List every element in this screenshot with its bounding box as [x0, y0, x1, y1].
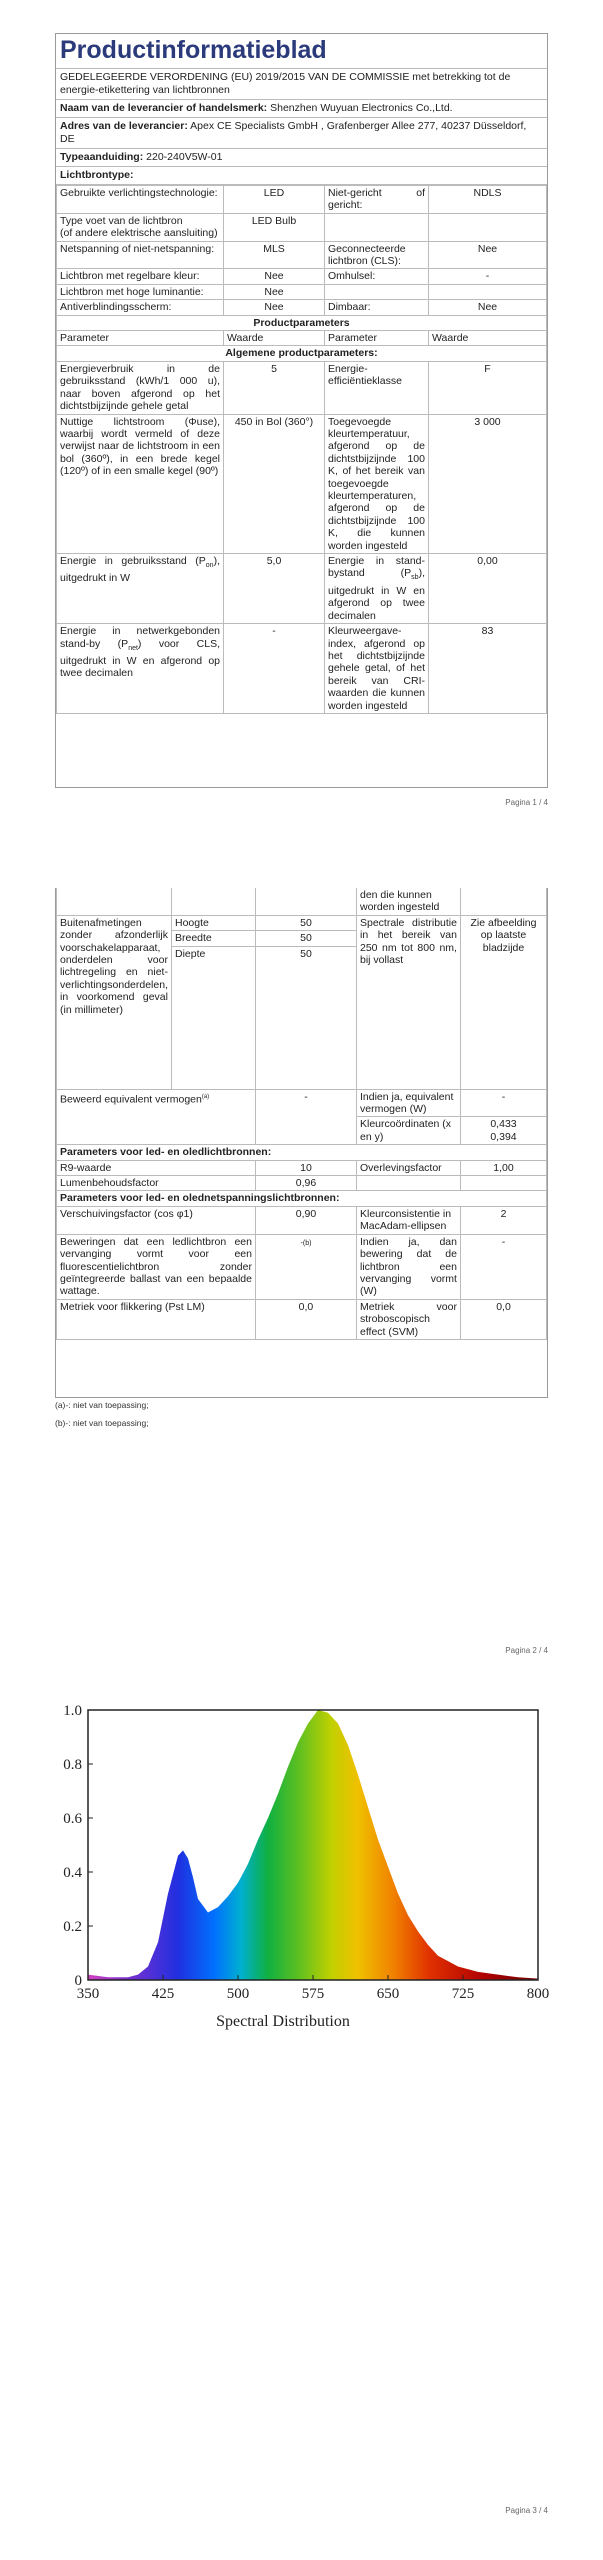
dimensions-table	[56, 888, 547, 1340]
cell: 50	[255, 931, 356, 946]
cell: Omhulsel:	[325, 269, 429, 284]
cell: -	[429, 269, 547, 284]
cell: 2	[460, 1206, 546, 1234]
cell	[57, 213, 224, 241]
cell: 3 000	[429, 414, 547, 553]
cell: Kleurcoördinaten (x en y)	[356, 1117, 460, 1145]
cell	[325, 284, 429, 299]
cell-text: -(b)	[300, 1239, 312, 1247]
supplier-name-row	[56, 100, 547, 118]
cell: 0,00	[429, 553, 547, 623]
cell: Buitenafmetingen zonder afzonderlijk voorschakelapparaat, onderdelen voor lichtregeling en niet-verlichtingsonderdelen, in voorkomend geval (in millimeter)	[57, 915, 172, 1089]
cell: 0,0	[460, 1299, 546, 1339]
light-type-heading: Lichtbrontype:	[56, 167, 547, 185]
cell: MLS	[224, 241, 325, 269]
footnote-a: (a)-: niet van toepassing;	[55, 1400, 149, 1410]
cell: Breedte	[171, 931, 255, 946]
supplier-name: Shenzhen Wuyuan Electronics Co.,Ltd.	[270, 102, 453, 114]
y-tick-label: 0.6	[63, 1811, 82, 1827]
spectrum-area	[88, 1710, 538, 1980]
x-tick-label: 500	[226, 1986, 250, 2002]
cell: LED	[224, 186, 325, 214]
cell-text: Type voet van de lichtbron	[60, 214, 183, 227]
table-header-row	[57, 331, 547, 346]
cell: 83	[429, 624, 547, 714]
table-row	[57, 186, 547, 214]
y-tick-label: 0.8	[63, 1757, 82, 1773]
cell: Nee	[429, 241, 547, 269]
cell: Lumenbehoudsfactor	[57, 1176, 256, 1191]
cell: 50	[255, 946, 356, 1089]
cell: 0,90	[255, 1206, 356, 1234]
cell: Nee	[429, 300, 547, 315]
x-tick-label: 350	[76, 1986, 100, 2002]
cell	[171, 888, 255, 915]
cell	[429, 284, 547, 299]
supplier-address-label: Adres van de leverancier:	[60, 120, 188, 132]
cell: Energieverbruik in de gebruiksstand (kWh/1 000 u), naar boven afgerond op het dichtstbijzijnde gehele getal	[57, 361, 224, 414]
cell: 10	[255, 1160, 356, 1175]
cell: Spectrale distributie in het bereik van 250 nm tot 800 nm, bij vollast	[356, 915, 460, 1089]
cell: Nuttige lichtstroom (Φuse), waarbij wordt vermeld of deze verwijst naar de lichtstroom in een bol (360º), in een brede kegel (120º) of in een smalle kegel (90º)	[57, 414, 224, 553]
table-row	[57, 300, 547, 315]
table-row	[57, 346, 547, 361]
cell: 0,96	[255, 1176, 356, 1191]
cell	[57, 1089, 256, 1145]
cell: Nee	[224, 284, 325, 299]
table-row	[57, 1176, 547, 1191]
cell	[325, 213, 429, 241]
cell: NDLS	[429, 186, 547, 214]
x-tick-label: 575	[301, 1986, 325, 2002]
cell: Lichtbron met hoge luminantie:	[57, 284, 224, 299]
cell: 5,0	[224, 553, 325, 623]
cell: Antiverblindingsscherm:	[57, 300, 224, 315]
cell: Energie in gebruiksstand $(P_{on})$, uitgedrukt in W	[57, 553, 224, 623]
table-row	[57, 1089, 547, 1117]
cell: Energie in stand-bystand $(P_{sb})$, uitgedrukt in W en afgerond op twee decimalen	[325, 553, 429, 623]
supplier-address: Apex CE Specialists GmbH , Grafenberger Allee 277, 40237 Düsseldorf, DE	[60, 120, 527, 145]
cell: -	[460, 1089, 546, 1117]
cell: Energie-efficiëntieklasse	[325, 361, 429, 414]
cell	[255, 1234, 356, 1299]
cell: Hoogte	[171, 915, 255, 930]
cell: Lichtbron met regelbare kleur:	[57, 269, 224, 284]
cell	[460, 1176, 546, 1191]
y-tick-label: 1.0	[63, 1703, 82, 1719]
cell: Kleurweergave-index, afgerond op het dichtstbijzijnde gehele getal, of het bereik van CRI-waarden die kunnen worden ingesteld	[325, 624, 429, 714]
table-row	[57, 284, 547, 299]
regulation-text: GEDELEGEERDE VERORDENING (EU) 2019/2015 VAN DE COMMISSIE met betrekking tot de energie-etikettering van lichtbronnen	[56, 69, 547, 100]
cell: Energie in netwerkgebonden stand-by $(P_{net})$ voor CLS, uitgedrukt in W en afgerond op twee decimalen	[57, 624, 224, 714]
table-row	[57, 1191, 547, 1206]
y-tick-label: 0.2	[63, 1919, 82, 1935]
cell: Toegevoegde kleurtemperatuur, afgerond op de dichtstbijzijnde 100 K, of het bereik van toegevoegde kleurtemperaturen, afgerond op de dichtstbijzijnde 100 K, die kunnen worden ingesteld	[325, 414, 429, 553]
cell: LED Bulb	[224, 213, 325, 241]
column-header: Parameter	[57, 331, 224, 346]
table-row	[57, 315, 547, 330]
cell	[356, 1176, 460, 1191]
cell-text: 0,433	[490, 1118, 517, 1131]
table-row	[57, 241, 547, 269]
cell: Gebruikte verlichtingstechnologie:	[57, 186, 224, 214]
cell: Indien ja, dan bewering dat de lichtbron een vervanging vormt (W)	[356, 1234, 460, 1299]
section-heading: Productparameters	[57, 315, 547, 330]
cell: Dimbaar:	[325, 300, 429, 315]
x-axis-label: Spectral Distribution	[216, 2013, 350, 2030]
table-row	[57, 1145, 547, 1160]
x-tick-label: 725	[451, 1986, 475, 2002]
cell: Overlevingsfactor	[356, 1160, 460, 1175]
cell	[460, 1117, 546, 1145]
column-header: Waarde	[224, 331, 325, 346]
column-header: Waarde	[429, 331, 547, 346]
cell	[57, 888, 172, 915]
cell: 0,0	[255, 1299, 356, 1339]
cell: Beweringen dat een ledlichtbron een vervanging vormt voor een fluorescentielichtbron zonder geïntegreerde ballast van een bepaalde wattage.	[57, 1234, 256, 1299]
section-heading: Parameters voor led- en oledlichtbronnen:	[57, 1145, 547, 1160]
spectral-chart	[0, 1700, 603, 2040]
table-row	[57, 624, 547, 714]
section-heading: Parameters voor led- en olednetspanningslichtbronnen:	[57, 1191, 547, 1206]
cell-text: (of andere elektrische aansluiting)	[60, 227, 218, 240]
page-number: Pagina 1 / 4	[505, 798, 548, 807]
section-heading: Algemene productparameters:	[57, 346, 547, 361]
light-type-table	[56, 185, 547, 714]
model-row	[56, 149, 547, 167]
page2-sheet	[55, 888, 548, 1398]
cell: -	[460, 1234, 546, 1299]
cell: Indien ja, equivalent vermogen (W)	[356, 1089, 460, 1117]
cell: R9-waarde	[57, 1160, 256, 1175]
y-tick-label: 0	[74, 1973, 82, 1989]
cell: F	[429, 361, 547, 414]
table-row	[57, 361, 547, 414]
cell	[429, 213, 547, 241]
cell: -	[224, 624, 325, 714]
cell: Zie afbeelding op laatste bladzijde	[460, 915, 546, 1089]
cell: Niet-gericht of gericht:	[325, 186, 429, 214]
cell-text: Beweerd equivalent vermogen	[60, 1093, 202, 1106]
cell: Nee	[224, 300, 325, 315]
cell: -	[255, 1089, 356, 1145]
column-header: Parameter	[325, 331, 429, 346]
cell: 50	[255, 915, 356, 930]
table-row	[57, 1206, 547, 1234]
cell: Kleurconsistentie in MacAdam-ellipsen	[356, 1206, 460, 1234]
cell: Netspanning of niet-netspanning:	[57, 241, 224, 269]
cell: Verschuivingsfactor (cos φ1)	[57, 1206, 256, 1234]
supplier-address-row	[56, 118, 547, 149]
page-number: Pagina 3 / 4	[505, 2506, 548, 2515]
x-tick-label: 425	[151, 1986, 175, 2002]
table-row	[57, 414, 547, 553]
cell: 450 in Bol (360°)	[224, 414, 325, 553]
page1-sheet	[55, 33, 548, 788]
footnote-b: (b)-: niet van toepassing;	[55, 1418, 149, 1428]
page-title: Productinformatieblad	[56, 34, 547, 69]
table-row	[57, 915, 547, 930]
table-row	[57, 1160, 547, 1175]
cell: den die kunnen worden ingesteld	[356, 888, 460, 915]
table-row	[57, 888, 547, 915]
x-tick-label: 650	[376, 1986, 400, 2002]
model-label: Typeaanduiding:	[60, 151, 144, 163]
footnote-ref: (a)	[201, 1093, 210, 1100]
cell: 5	[224, 361, 325, 414]
page-number: Pagina 2 / 4	[505, 1646, 548, 1655]
cell: Geconnecteerde lichtbron (CLS):	[325, 241, 429, 269]
cell	[460, 888, 546, 915]
table-row	[57, 269, 547, 284]
supplier-name-label: Naam van de leverancier of handelsmerk:	[60, 102, 268, 114]
table-row	[57, 553, 547, 623]
y-tick-label: 0.4	[63, 1865, 82, 1881]
cell: 1,00	[460, 1160, 546, 1175]
cell: Metriek voor stroboscopisch effect (SVM)	[356, 1299, 460, 1339]
x-tick-label: 800	[526, 1986, 550, 2002]
cell	[255, 888, 356, 915]
table-row	[57, 1234, 547, 1299]
cell: Nee	[224, 269, 325, 284]
model-value: 220-240V5W-01	[146, 151, 223, 163]
cell: Metriek voor flikkering (Pst LM)	[57, 1299, 256, 1339]
table-row	[57, 1299, 547, 1339]
cell: Diepte	[171, 946, 255, 1089]
cell-text: 0,394	[490, 1130, 517, 1143]
table-row	[57, 213, 547, 241]
